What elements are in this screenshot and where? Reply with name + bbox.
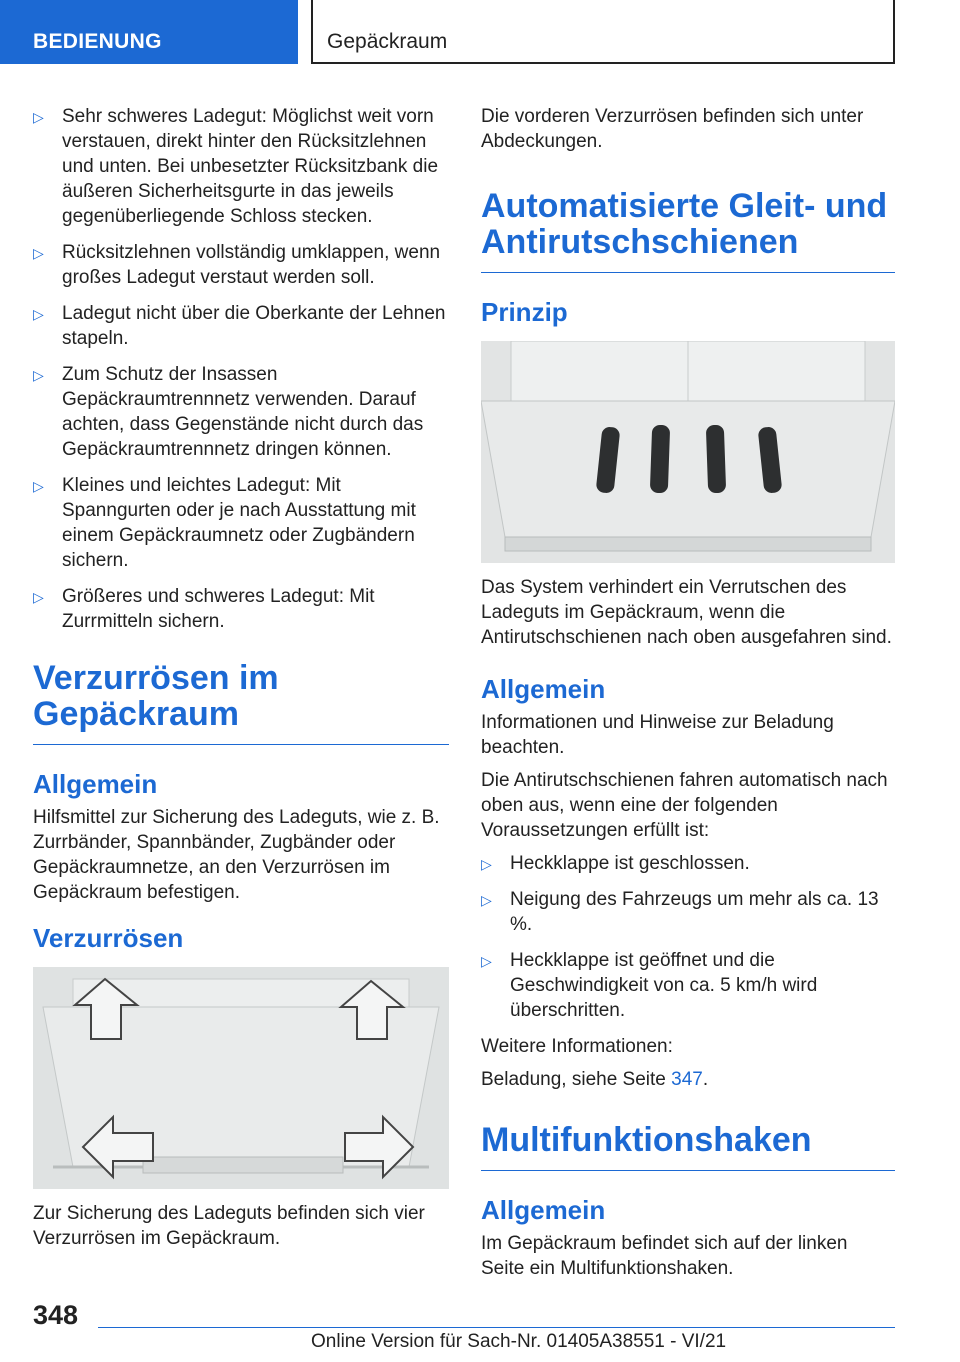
subheading-prinzip: Prinzip xyxy=(481,297,568,327)
antislip-rails-illustration xyxy=(481,341,895,563)
loading-tips-list xyxy=(33,104,449,634)
left-column xyxy=(33,104,449,1259)
right-column xyxy=(481,104,895,1289)
triangle-bullet-icon: ▷ xyxy=(481,856,492,872)
multi-paragraph: Im Gepäckraum befindet sich auf der linken Seite ein Multifunktionshaken. xyxy=(481,1233,848,1279)
triangle-bullet-icon: ▷ xyxy=(33,306,44,322)
footer-divider xyxy=(98,1327,895,1328)
beladung-reference: Beladung, siehe Seite 347. xyxy=(481,1069,709,1090)
figure-caption: Zur Sicherung des Ladeguts befinden sich vier Verzurrösen im Gepäckraum. xyxy=(33,1203,425,1249)
figure-lashing-eyes xyxy=(33,967,449,1189)
triangle-bullet-icon: ▷ xyxy=(33,478,44,494)
triangle-bullet-icon: ▷ xyxy=(33,245,44,261)
prinzip-paragraph: Das System verhindert ein Verrutschen des Ladeguts im Gepäckraum, wenn die Antirutschschienen nach oben ausgefahren sind. xyxy=(481,577,892,648)
section-heading-multifunktionshaken: Multifunktionshaken xyxy=(481,1122,895,1171)
section-heading-verzurroesen: Verzurrösen im Gepäckraum xyxy=(33,660,449,745)
section-tab xyxy=(0,0,298,64)
list-item: ▷ Größeres und schweres Ladegut: Mit Zurrmitteln sichern. xyxy=(33,586,375,632)
list-item: ▷ Heckklappe ist geöffnet und die Geschwindigkeit von ca. 5 km/h wird überschritten. xyxy=(481,950,818,1021)
list-item: ▷ Neigung des Fahrzeugs um mehr als ca. 13 %. xyxy=(481,889,879,935)
subheading-allgemein-3: Allgemein xyxy=(481,1195,606,1225)
triangle-bullet-icon: ▷ xyxy=(33,109,44,125)
chapter-title: Gepäckraum xyxy=(327,30,448,53)
section-heading-antirutschschienen: Automatisierte Gleit- und Antirutschschienen xyxy=(481,188,895,273)
weitere-info: Weitere Informationen: xyxy=(481,1036,673,1057)
triangle-bullet-icon: ▷ xyxy=(481,892,492,908)
list-item: ▷ Ladegut nicht über die Oberkante der Lehnen stapeln. xyxy=(33,303,446,349)
subheading-allgemein: Allgemein xyxy=(33,769,158,799)
triangle-bullet-icon: ▷ xyxy=(33,367,44,383)
subheading-verzurroesen: Verzurrösen xyxy=(33,923,184,953)
list-item: ▷ Rücksitzlehnen vollständig umklappen, wenn großes Ladegut verstaut werden soll. xyxy=(33,242,441,288)
allgemein-paragraph-1: Informationen und Hinweise zur Beladung beachten. xyxy=(481,712,834,758)
page-number: 348 xyxy=(33,1300,79,1330)
conditions-list xyxy=(481,851,895,1023)
list-item: ▷ Kleines und leichtes Ladegut: Mit Spanngurten oder je nach Ausstattung mit einem Gepäckraumnetz oder Zugbändern sichern. xyxy=(33,475,416,571)
trunk-lashing-eyes-illustration xyxy=(33,967,449,1189)
subheading-allgemein-2: Allgemein xyxy=(481,674,606,704)
figure-antislip-rails xyxy=(481,341,895,563)
triangle-bullet-icon: ▷ xyxy=(33,589,44,605)
page-link-347[interactable]: 347 xyxy=(671,1069,703,1090)
section-title: BEDIENUNG xyxy=(33,30,162,53)
allgemein-paragraph-2: Die Antirutschschienen fahren automatisch nach oben aus, wenn eine der folgenden Voraussetzungen erfüllt ist: xyxy=(481,770,888,841)
triangle-bullet-icon: ▷ xyxy=(481,953,492,969)
intro-paragraph: Die vorderen Verzurrösen befinden sich unter Abdeckungen. xyxy=(481,106,864,152)
list-item: ▷ Zum Schutz der Insassen Gepäckraumtrennnetz verwenden. Darauf achten, dass Gegenstände nicht durch das Gepäckraumtrennnetz dringen können. xyxy=(33,364,424,460)
allgemein-paragraph: Hilfsmittel zur Sicherung des Ladeguts, wie z. B. Zurrbänder, Spannbänder, Zugbänder oder Gepäckraumnetze, an den Verzurrösen im Gepäckraum befestigen. xyxy=(33,807,440,903)
list-item: ▷ Heckklappe ist geschlossen. xyxy=(481,851,895,876)
chapter-tab xyxy=(311,0,895,64)
online-version-note: Online Version für Sach-Nr. 01405A38551 - VI/21 xyxy=(311,1331,727,1352)
list-item: ▷ Sehr schweres Ladegut: Möglichst weit vorn verstauen, direkt hinter den Rücksitzlehnen und unten. Bei unbesetzter Rücksitzbank die äußeren Sicherheitsgurte in das jeweils gegenüberliegende Schloss stecken. xyxy=(33,106,439,227)
